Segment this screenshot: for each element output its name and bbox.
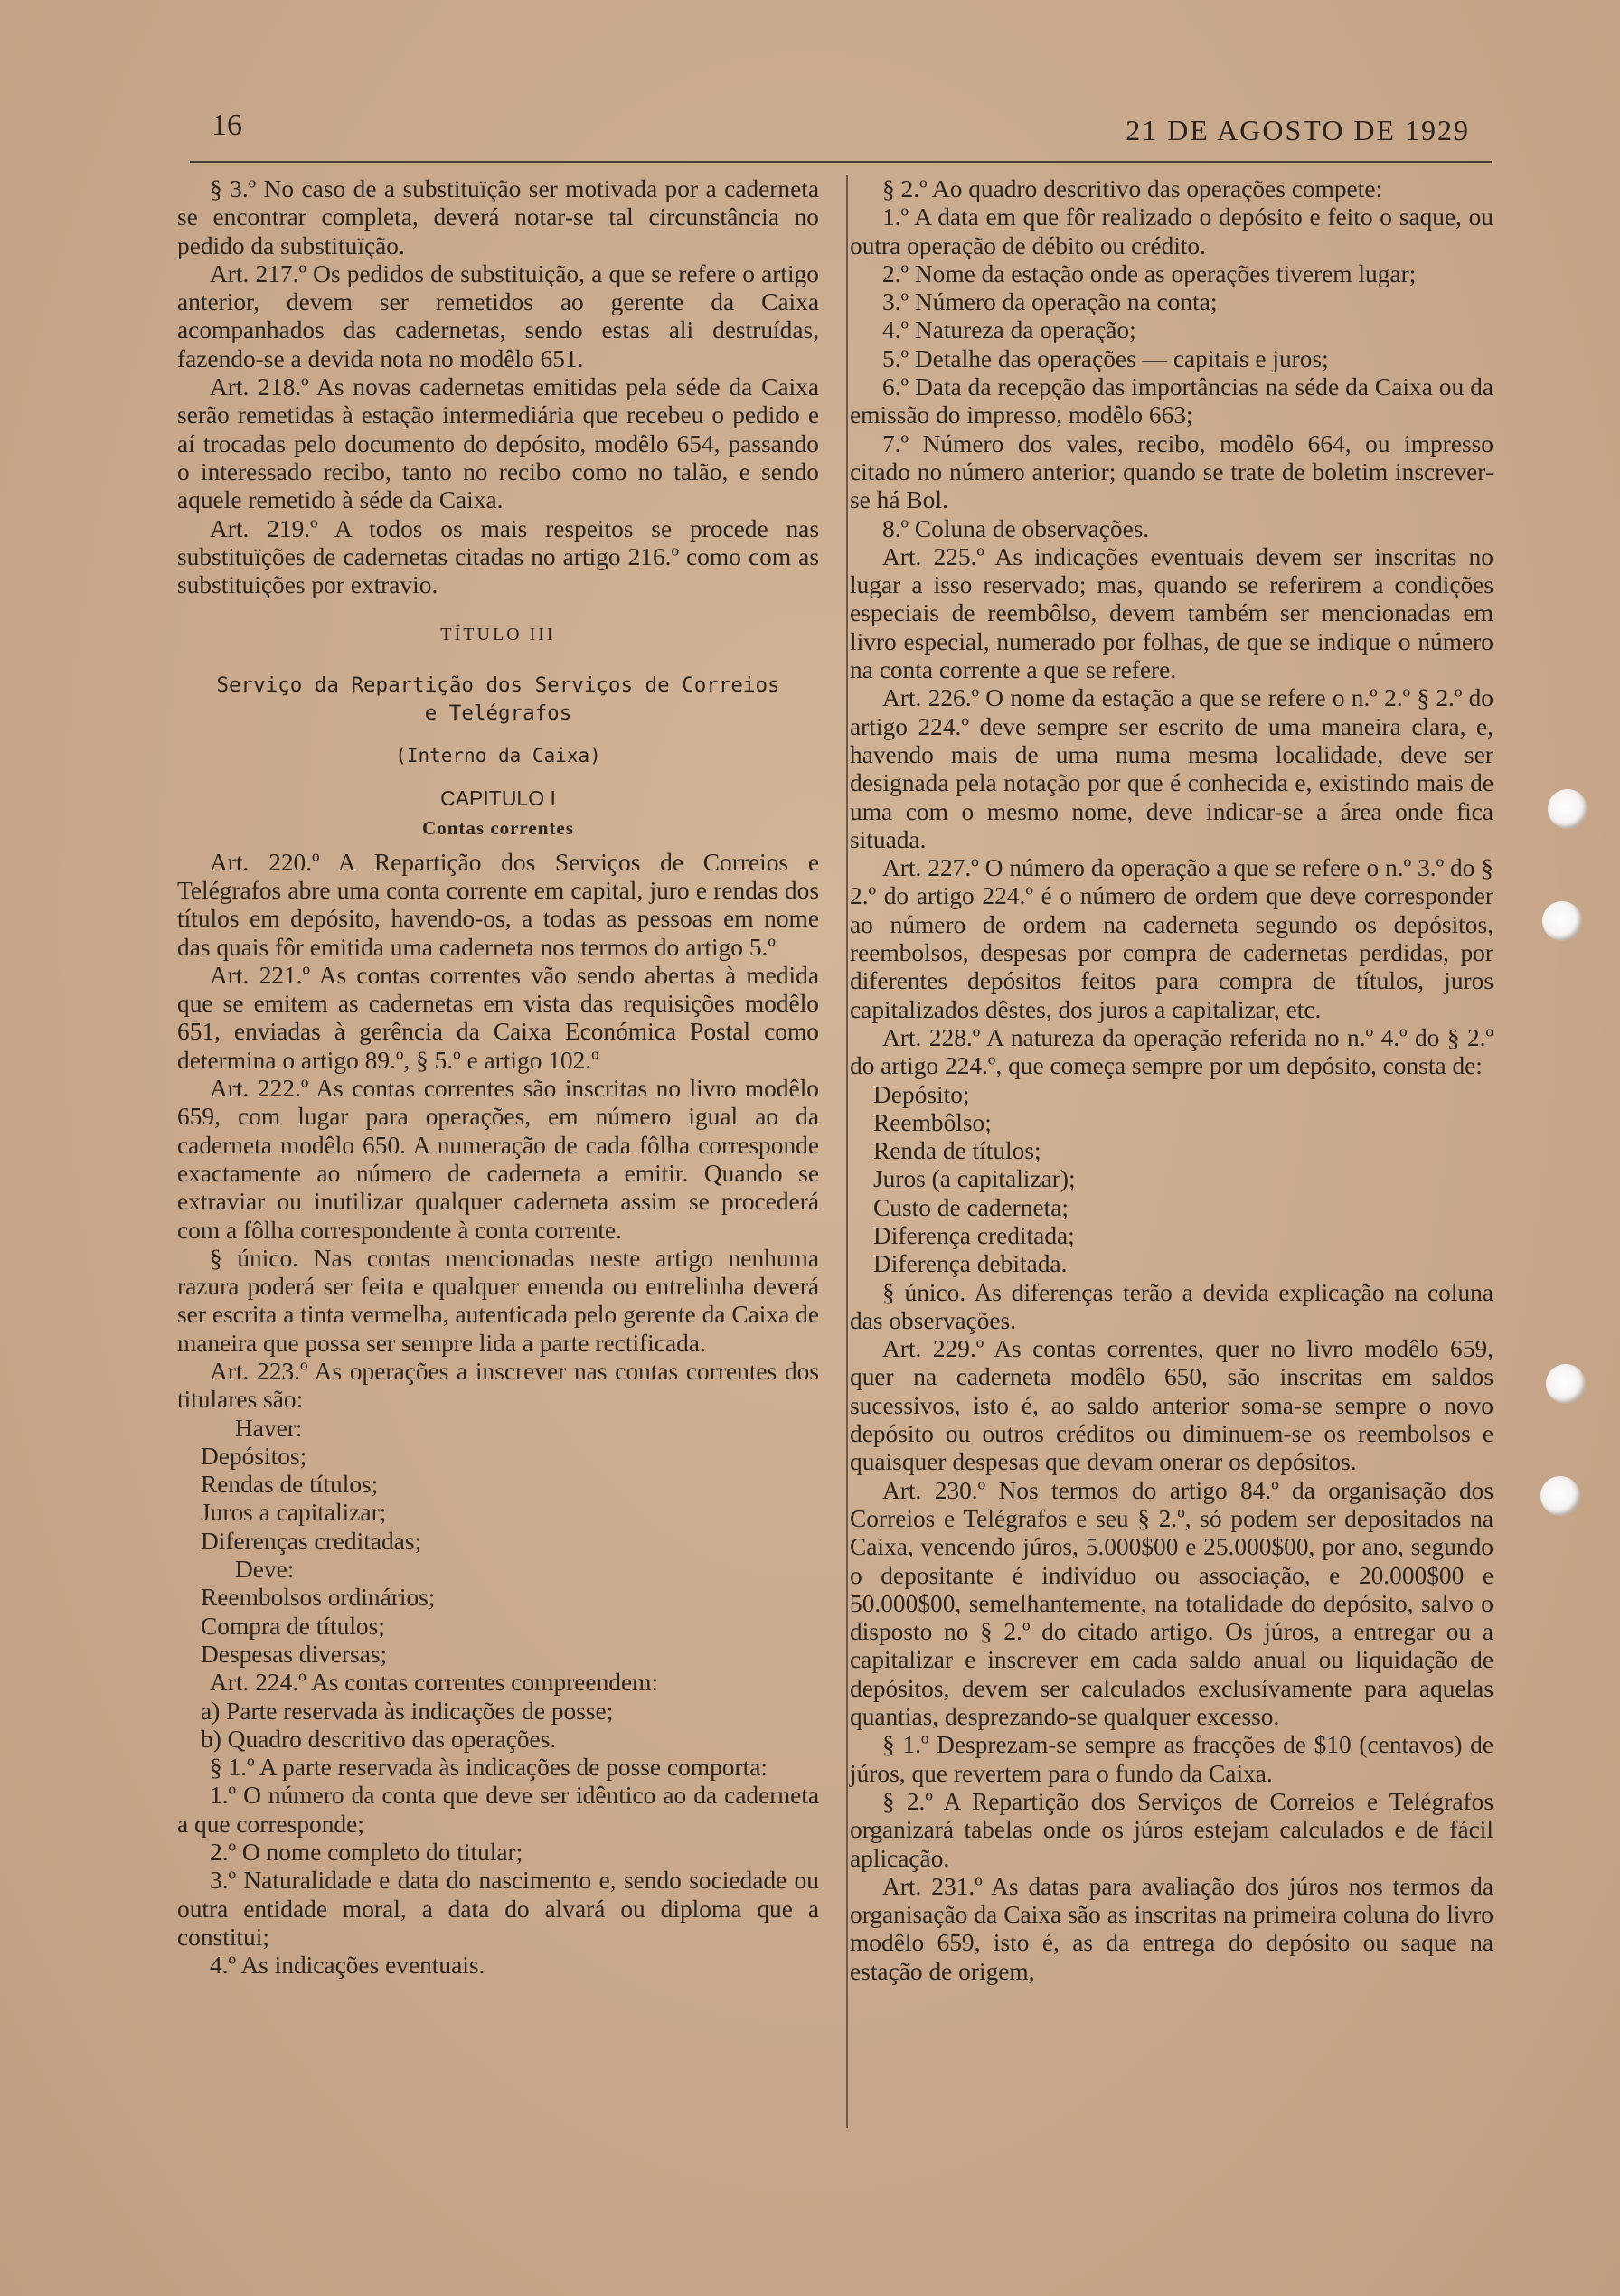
paragraph: 1.º O número da conta que deve ser idêntico ao da caderneta a que corresponde; <box>177 1782 819 1838</box>
list-item: Compra de títulos; <box>201 1612 385 1640</box>
paragraph: § 3.º No caso de a substituïção ser motivada por a caderneta se encontrar completa, deverá notar-se tal circunstância no pedido da substituïção. <box>177 175 819 259</box>
paragraph: 1.º A data em que fôr realizado o depósito e feito o saque, ou outra operação de débito ou crédito. <box>850 203 1493 259</box>
header-date: 21 DE AGOSTO DE 1929 <box>1126 114 1470 146</box>
list-item: Reembôlso; <box>873 1108 992 1136</box>
list-item: a) Parte reservada às indicações de posse; <box>201 1697 614 1725</box>
paragraph: § 2.º A Repartição dos Serviços de Correios e Telégrafos organizará tabelas onde os júros estejam calculados e de fácil aplicação. <box>850 1787 1493 1872</box>
list-item: Reembolsos ordinários; <box>201 1584 436 1612</box>
list-heading-deve: Deve: <box>235 1556 295 1584</box>
paragraph: Art. 231.º As datas para avaliação dos júros nos termos da organisação da Caixa são as inscritas na primeira coluna do livro modêlo 659, isto é, as da entrega do depósito ou saque na estação de origem, <box>850 1872 1493 1985</box>
list-item: Despesas diversas; <box>201 1640 388 1668</box>
paragraph: § 2.º Ao quadro descritivo das operações compete: <box>882 175 1383 202</box>
list-item: Custo de caderneta; <box>873 1193 1069 1221</box>
paragraph: Art. 230.º Nos termos do artigo 84.º da organisação dos Correios e Telégrafos e seu § 2.º, só podem ser depositados na Caixa, vencendo júros, 5.000$00 e 25.000$00, por ano, segundo o depositante é indivíduo ou associação, e 20.000$00 e 50.000$00, semelhantemente, na totalidade do depósito, salvo o disposto no § 2.º do citado artigo. Os júros, a entregar ou a capitalizar e inscrever em cada saldo anual ou liquidação de depósitos, devem ser calculados exclusívamente para aquelas quantias, desprezando-se qualquer excesso. <box>850 1476 1493 1731</box>
chapter-title: CAPITULO I <box>440 786 556 811</box>
title-label: TÍTULO III <box>440 625 556 645</box>
paragraph: Art. 224.º As contas correntes compreendem: <box>210 1669 659 1697</box>
punch-hole <box>1546 1364 1586 1404</box>
list-item: Depósito; <box>873 1080 970 1108</box>
list-item: Rendas de títulos; <box>201 1471 379 1499</box>
list-item: Diferença debitada. <box>873 1250 1068 1278</box>
list-item: Juros a capitalizar; <box>201 1499 387 1527</box>
paragraph: Art. 217.º Os pedidos de substituição, a que se refere o artigo anterior, devem ser remetidos ao gerente da Caixa acompanhados das cadernetas, sendo estas ali destruídas, fazendo-se a devida nota no modêlo 651. <box>177 259 819 372</box>
paragraph: Art. 229.º As contas correntes, quer no livro modêlo 659, quer na caderneta modêlo 650, são inscritas em saldos sucessivos, isto é, ao saldo anterior soma-se sempre o novo depósito ou outros créditos ou diminuem-se os reembolsos e quaisquer despesas que devam onerar os depósitos. <box>850 1335 1493 1476</box>
chapter-subtitle: Contas correntes <box>422 817 574 840</box>
left-column <box>177 175 819 1981</box>
list-item: Renda de títulos; <box>873 1137 1041 1165</box>
right-column <box>846 175 1493 2128</box>
paragraph: 6.º Data da recepção das importâncias na séde da Caixa ou da emissão do impresso, modêlo 663; <box>850 373 1493 429</box>
section-title-line-2: e Telégrafos <box>424 701 572 725</box>
paragraph: 8.º Coluna de observações. <box>882 514 1150 542</box>
paragraph: 7.º Número dos vales, recibo, modêlo 664, ou impresso citado no número anterior; quando se trate de boletim inscrever-se há Bol. <box>850 429 1493 514</box>
paragraph: Art. 223.º As operações a inscrever nas contas correntes dos titulares são: <box>177 1357 819 1414</box>
paragraph: Art. 219.º A todos os mais respeitos se procede nas substituïções de cadernetas citadas no artigo 216.º como com as substituições por extravio. <box>177 514 819 599</box>
list-item: Depósitos; <box>201 1442 307 1470</box>
paragraph: Art. 228.º A natureza da operação referida no n.º 4.º do § 2.º do artigo 224.º, que começa sempre por um depósito, consta de: <box>850 1023 1493 1080</box>
paragraph: § 1.º Desprezam-se sempre as fracções de $10 (centavos) de júros, que revertem para o fundo da Caixa. <box>850 1731 1493 1787</box>
paragraph: § único. Nas contas mencionadas neste artigo nenhuma razura poderá ser feita e qualquer emenda ou entrelinha deverá ser escrita a tinta vermelha, autenticada pelo gerente da Caixa de maneira que possa ser sempre lida a parte rectificada. <box>177 1244 819 1357</box>
section-title-line-1: Serviço da Repartição dos Serviços de Correios <box>216 673 780 697</box>
paragraph: 5.º Detalhe das operações — capitais e juros; <box>882 344 1329 372</box>
page-header <box>190 105 1492 163</box>
paragraph: Art. 226.º O nome da estação a que se refere o n.º 2.º § 2.º do artigo 224.º deve sempre ser escrito de uma maneira clara, e, havendo mais de uma numa mesma localidade, deve ser designada pela notação por que é conhecida e, existindo mais de uma com o mesmo nome, deve indicar-se a área onde fica situada. <box>850 684 1493 853</box>
paragraph: 2.º O nome completo do titular; <box>210 1839 523 1867</box>
page-number: 16 <box>212 108 242 142</box>
paragraph: § 1.º A parte reservada às indicações de posse comporta: <box>210 1754 768 1782</box>
list-item: b) Quadro descritivo das operações. <box>201 1725 557 1753</box>
list-heading-haver: Haver: <box>235 1414 303 1442</box>
paragraph: Art. 221.º As contas correntes vão sendo abertas à medida que se emitem as cadernetas em vista das requisições modêlo 651, enviadas à gerência da Caixa Económica Postal como determina o artigo 89.º, § 5.º e artigo 102.º <box>177 961 819 1074</box>
paragraph: Art. 222.º As contas correntes são inscritas no livro modêlo 659, com lugar para operações, em número igual ao da caderneta modêlo 650. A numeração de cada fôlha corresponde exactamente ao número de caderneta a emitir. Quando se extraviar ou inutilizar qualquer caderneta assim se procederá com a fôlha correspondente à conta corrente. <box>177 1075 819 1244</box>
punch-hole <box>1542 901 1582 941</box>
list-item: Diferença creditada; <box>873 1221 1075 1249</box>
paragraph: Art. 220.º A Repartição dos Serviços de Correios e Telégrafos abre uma conta corrente em capital, juro e rendas dos títulos em depósito, havendo-os, a todas as pessoas em nome das quais fôr emitida uma caderneta nos termos do artigo 5.º <box>177 848 819 961</box>
paragraph: Art. 218.º As novas cadernetas emitidas pela séde da Caixa serão remetidas à estação intermediária que recebeu o pedido e aí trocadas pelo documento do depósito, modêlo 654, passando o interessado recibo, tanto no recibo como no talão, e sendo aquele remetido à séde da Caixa. <box>177 373 819 514</box>
paragraph: 4.º Natureza da operação; <box>882 316 1136 344</box>
punch-hole <box>1540 1476 1580 1516</box>
paragraph: Art. 225.º As indicações eventuais devem ser inscritas no lugar a isso reservado; mas, quando se referirem a condições especiais de reembôlso, devem também ser mencionadas em livro especial, numerado por folhas, de que se indique o número na conta corrente a que se refere. <box>850 542 1493 684</box>
paragraph: 4.º As indicações eventuais. <box>210 1952 485 1980</box>
list-item: Juros (a capitalizar); <box>873 1165 1076 1193</box>
section-subtitle: (Interno da Caixa) <box>395 744 601 767</box>
paragraph: 2.º Nome da estação onde as operações tiverem lugar; <box>882 259 1417 287</box>
paragraph: Art. 227.º O número da operação a que se refere o n.º 3.º do § 2.º do artigo 224.º é o número de ordem que deve corresponder ao número de ordem na caderneta segundo os depósitos, reembolsos, despesas por compra de cadernetas perdidas, por diferentes depósitos feitos para compra de títulos, juros capitalizados dêstes, dos juros a capitalizar, etc. <box>850 854 1493 1023</box>
paragraph: 3.º Naturalidade e data do nascimento e, sendo sociedade ou outra entidade moral, a data do alvará ou diploma que a constitui; <box>177 1867 819 1951</box>
paragraph: 3.º Número da operação na conta; <box>882 288 1218 316</box>
punch-hole <box>1548 789 1587 829</box>
paragraph: § único. As diferenças terão a devida explicação na coluna das observações. <box>850 1278 1493 1334</box>
section-title <box>177 672 819 728</box>
list-item: Diferenças creditadas; <box>201 1527 422 1555</box>
